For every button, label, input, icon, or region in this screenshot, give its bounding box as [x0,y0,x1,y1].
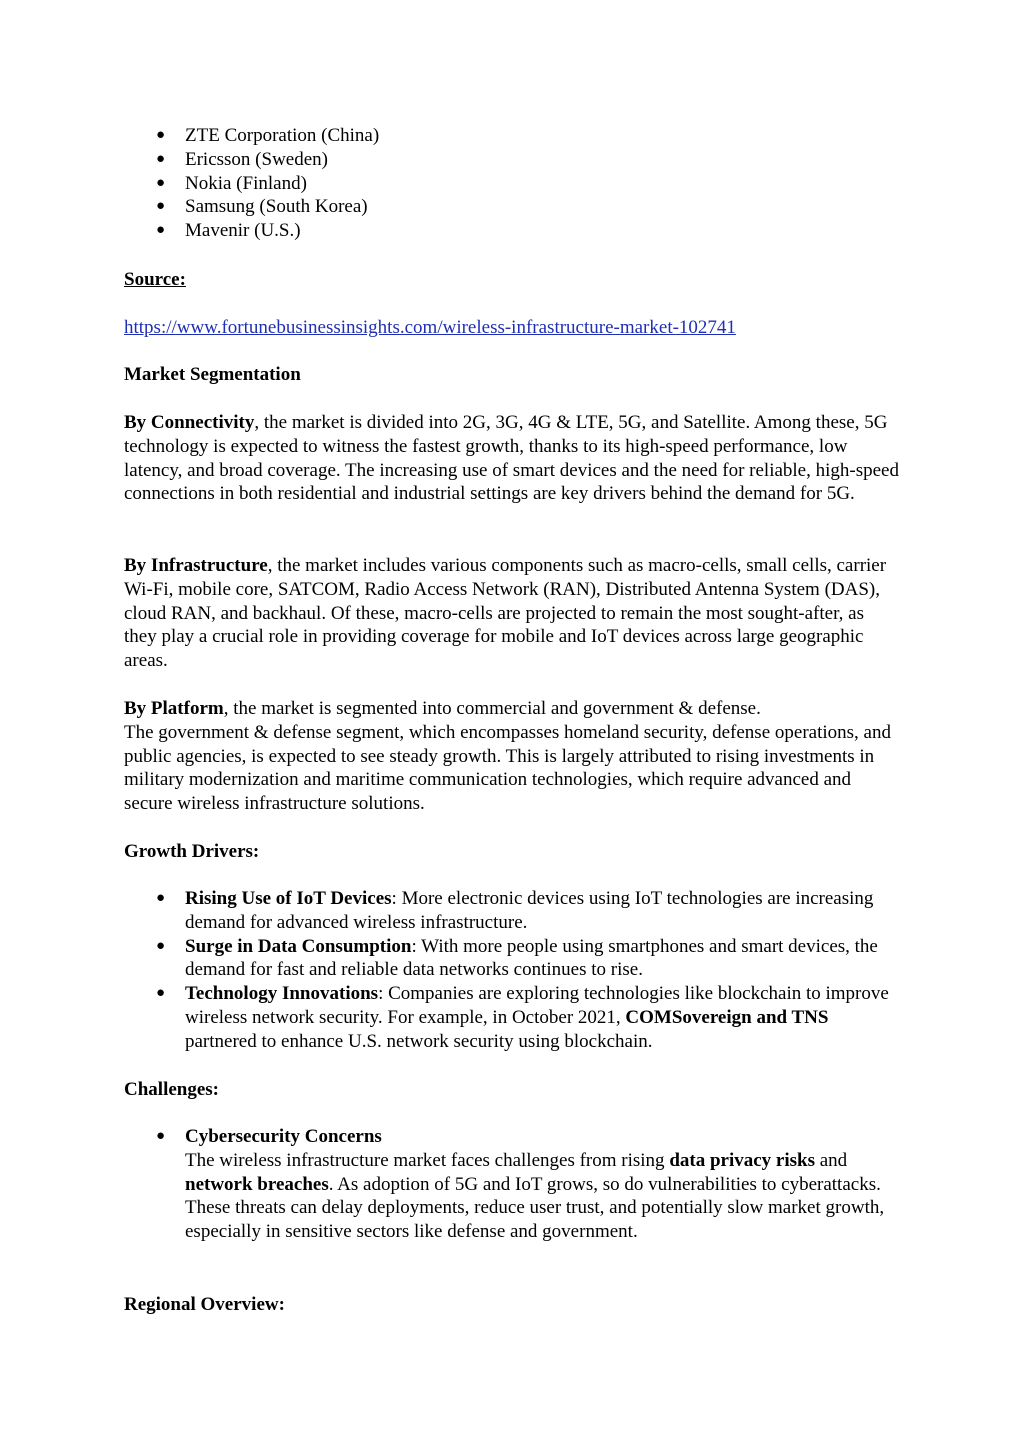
list-item: ● Samsung (South Korea) [156,196,368,218]
bullet-icon: ● [156,174,166,191]
bullet-icon: ● [156,127,166,143]
list-item: ● Rising Use of IoT Devices: More electronic devices using IoT technologies are increasing demand for advanced wireless infrastructure. [156,888,874,933]
list-item: ● ZTE Corporation (China) [156,125,380,146]
growth-drivers-heading: Growth Drivers: [124,841,260,862]
connectivity-paragraph: By Connectivity, the market is divided into 2G, 3G, 4G & LTE, 5G, and Satellite. Among these, 5G technology is expected to witness the fastest growth, thanks to its high-speed performance, low latency, and broad coverage. The increasing use of smart devices and the need for reliable, high-speed connections in both residential and industrial settings are key drivers behind the demand for 5G. [124,412,899,505]
list-item: ● Cybersecurity Concerns The wireless infrastructure market faces challenges from rising data privacy risks and network breaches. As adoption of 5G and IoT grows, so do vulnerabilities to cyberattacks. These threats can delay deployments, reduce user trust, and potentially slow market growth, especially in sensitive sectors like defense and government. [156,1126,885,1243]
bullet-icon: ● [156,1128,166,1144]
company-list-block [124,124,899,243]
source-link-block [124,316,899,340]
list-item: ● Nokia (Finland) [156,172,307,194]
segmentation-heading: Market Segmentation [124,364,301,385]
infrastructure-lead: By Infrastructure [124,555,268,576]
challenges-list [124,1125,899,1244]
list-item: ● Ericsson (Sweden) [156,148,328,170]
bullet-icon: ● [156,150,166,167]
platform-paragraph: By Platform, the market is segmented into commercial and government & defense. The government & defense segment, which encompasses homeland security, defense operations, and public agencies, is expected to see steady growth. This is largely attributed to rising investments in military modernization and maritime communication technologies, which require advanced and secure wireless infrastructure solutions. [124,698,891,815]
bullet-icon: ● [156,198,166,215]
list-item: ● Surge in Data Consumption: With more people using smartphones and smart devices, the demand for fast and reliable data networks continues to rise. [156,935,878,981]
bullet-icon: ● [156,222,166,239]
list-item: ● Mavenir (U.S.) [156,220,301,242]
bullet-icon: ● [156,985,166,1002]
source-heading: Source: [124,269,186,290]
list-item: ● Technology Innovations: Companies are exploring technologies like blockchain to improve wireless network security. For example, in October 2021, COMSovereign and TNS partnered to enhance U.S. network security using blockchain. [156,983,889,1052]
growth-drivers-list [124,887,899,1054]
infrastructure-paragraph: By Infrastructure, the market includes various components such as macro-cells, small cells, carrier Wi-Fi, mobile core, SATCOM, Radio Access Network (RAN), Distributed Antenna System (DAS), cloud RAN, and backhaul. Of these, macro-cells are projected to remain the most sought-after, as they play a crucial role in providing coverage for mobile and IoT devices across large geographic areas. [124,555,887,672]
connectivity-lead: By Connectivity [124,412,255,433]
bullet-icon: ● [156,890,166,906]
growth-drivers-block [124,887,899,1054]
company-list [124,124,899,243]
regional-overview-heading: Regional Overview: [124,1294,285,1315]
challenges-heading: Challenges: [124,1079,219,1100]
bullet-icon: ● [156,937,166,954]
challenges-block [124,1125,899,1244]
platform-lead: By Platform [124,698,224,719]
source-link[interactable]: https://www.fortunebusinessinsights.com/wireless-infrastructure-market-102741 [124,317,736,338]
